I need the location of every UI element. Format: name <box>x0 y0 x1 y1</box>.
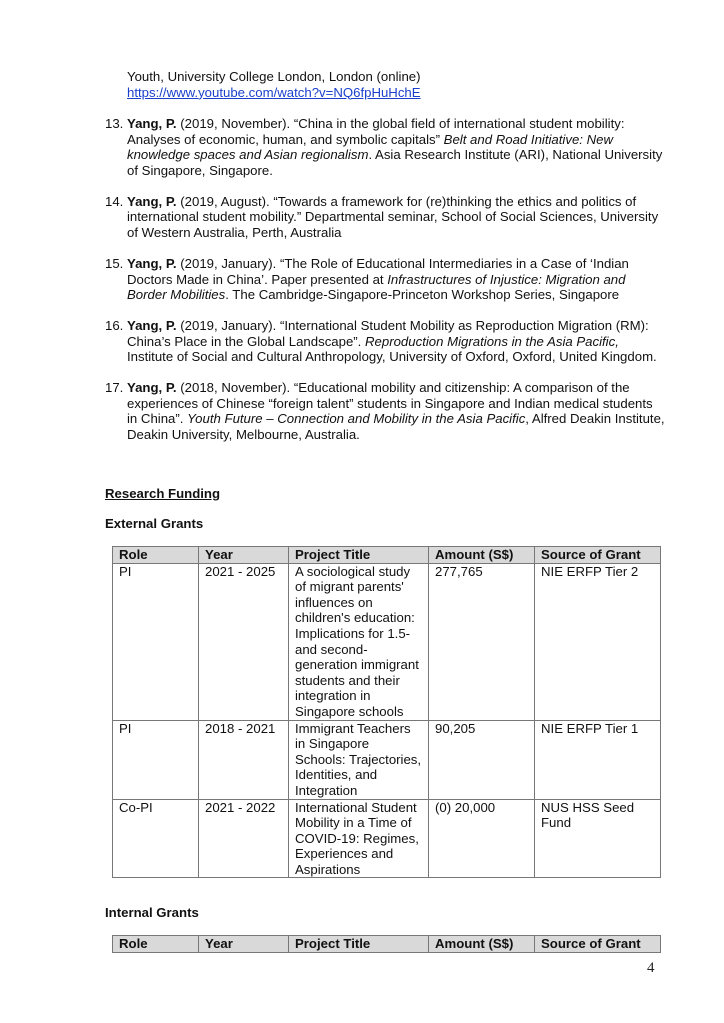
author: Yang, P. <box>127 318 177 334</box>
cell-source: NIE ERFP Tier 1 <box>535 720 661 799</box>
event-title: Infrastructures of Injustice: Migration and Border Mobilities <box>127 271 626 303</box>
event-title: Youth Future – Connection and Mobility in the Asia Pacific <box>187 411 526 427</box>
citation-text: . Asia Research Institute (ARI), National University of Singapore, Singapore. <box>127 147 663 178</box>
citation-text: (2019, January). “The Role of Educational Intermediaries in a Case of ‘Indian Doctors Made in China’. Paper presented at <box>127 255 629 287</box>
table-header-row <box>113 547 661 564</box>
column-header-year: Year <box>199 936 289 953</box>
item-number: 14. <box>105 193 124 209</box>
table-row <box>113 720 661 799</box>
cell-role: Co-PI <box>113 799 199 878</box>
citation-text: (2019, August). “Towards a framework for (re)thinking the ethics and politics of international student mobility.” Departmental seminar, School of Social Sciences, University of Western Australia, Perth, Australia <box>127 193 659 240</box>
cell-source: NUS HSS Seed Fund <box>535 799 661 878</box>
cell-project-title: Immigrant Teachers in Singapore Schools: Trajectories, Identities, and Integration <box>289 720 429 799</box>
cell-amount: 90,205 <box>429 720 535 799</box>
list-item <box>105 318 665 365</box>
cell-role: PI <box>113 563 199 720</box>
table-row <box>113 563 661 720</box>
section-heading-research-funding: Research Funding <box>105 486 221 501</box>
column-header-role: Role <box>113 547 199 564</box>
subheading-internal-grants: Internal Grants <box>105 905 199 920</box>
cell-year: 2021 - 2025 <box>199 563 289 720</box>
author: Yang, P. <box>127 380 177 396</box>
continued-reference <box>127 69 667 100</box>
citation-text: (2018, November). “Educational mobility and citizenship: A comparison of the experiences of Chinese “foreign talent” students in Singapore and Indian medical students in China”. <box>127 380 653 427</box>
presentation-list <box>105 116 665 458</box>
event-title: Reproduction Migrations in the Asia Pacific, <box>365 333 619 349</box>
internal-grants-table <box>112 935 661 953</box>
column-header-project-title: Project Title <box>289 936 429 953</box>
column-header-project-title: Project Title <box>289 547 429 564</box>
list-item <box>105 256 665 303</box>
continued-reference-text: Youth, University College London, London (online) <box>127 69 421 84</box>
citation-text: . The Cambridge-Singapore-Princeton Workshop Series, Singapore <box>225 287 620 303</box>
cell-amount: (0) 20,000 <box>429 799 535 878</box>
cell-year: 2021 - 2022 <box>199 799 289 878</box>
table-row <box>113 799 661 878</box>
subheading-external-grants: External Grants <box>105 516 204 531</box>
cell-source: NIE ERFP Tier 2 <box>535 563 661 720</box>
item-number: 13. <box>105 116 124 131</box>
column-header-amount: Amount (S$) <box>429 547 535 564</box>
citation-text: , Alfred Deakin Institute, Deakin University, Melbourne, Australia. <box>127 411 665 443</box>
cell-role: PI <box>113 720 199 799</box>
list-item <box>105 116 665 178</box>
column-header-role: Role <box>113 936 199 953</box>
item-number: 17. <box>105 380 124 396</box>
table-header-row <box>113 936 661 953</box>
author: Yang, P. <box>127 255 177 271</box>
column-header-source: Source of Grant <box>535 936 661 953</box>
column-header-source: Source of Grant <box>535 547 661 564</box>
list-item <box>105 194 665 241</box>
citation-text: (2019, January). “International Student Mobility as Reproduction Migration (RM): China’s Place in the Global Landscape”. <box>127 318 649 349</box>
citation-text: Institute of Social and Cultural Anthropology, University of Oxford, Oxford, United Kingdom. <box>127 349 657 365</box>
column-header-year: Year <box>199 547 289 564</box>
event-title: Belt and Road Initiative: New knowledge spaces and Asian regionalism <box>127 131 613 163</box>
author: Yang, P. <box>127 193 177 209</box>
youtube-link[interactable]: https://www.youtube.com/watch?v=NQ6fpHuHchE <box>127 84 421 100</box>
column-header-amount: Amount (S$) <box>429 936 535 953</box>
page-number: 4 <box>647 960 655 976</box>
citation-text: (2019, November). “China in the global field of international student mobility: Analyses of economic, human, and symbolic capitals” <box>127 116 625 147</box>
cell-amount: 277,765 <box>429 563 535 720</box>
cell-project-title: A sociological study of migrant parents' influences on children's education: Implications for 1.5- and second-generation immigrant students and their integration in Singapore schools <box>289 563 429 720</box>
external-grants-table <box>112 546 661 878</box>
item-number: 16. <box>105 318 124 334</box>
list-item <box>105 380 665 442</box>
cell-project-title: International Student Mobility in a Time of COVID-19: Regimes, Experiences and Aspirations <box>289 799 429 878</box>
item-number: 15. <box>105 255 124 271</box>
cell-year: 2018 - 2021 <box>199 720 289 799</box>
author: Yang, P. <box>127 116 177 131</box>
